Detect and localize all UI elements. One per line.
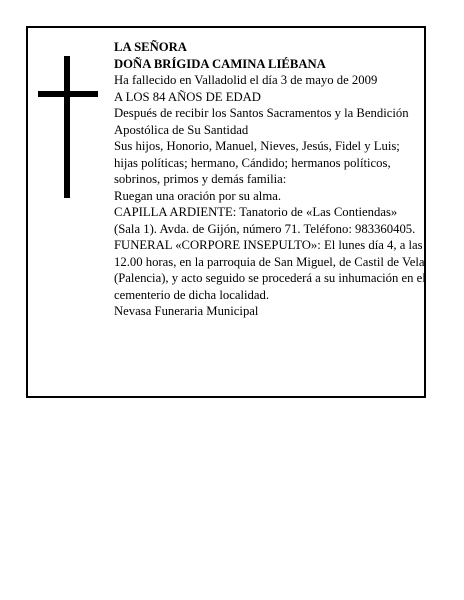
funeral-info: FUNERAL «CORPORE INSEPULTO»: El lunes día 4, a las 12.00 horas, en la parroquia de San Miguel, de Castil de Vela (Palencia), y acto seguido se procederá a su inhumación en el cementerio de dicha localidad.	[114, 238, 426, 302]
age-line: A LOS 84 AÑOS DE EDAD	[114, 89, 261, 104]
cross-icon	[38, 56, 98, 198]
obituary-notice	[26, 26, 426, 398]
family-line: Sus hijos, Honorio, Manuel, Nieves, Jesús, Fidel y Luis; hijas políticas; hermano, Cándido; hermanos políticos, sobrinos, primos y demás familia:	[114, 139, 400, 186]
chapel-info: CAPILLA ARDIENTE: Tanatorio de «Las Contiendas» (Sala 1). Avda. de Gijón, número 71. Teléfono: 983360405.	[114, 205, 416, 236]
sacraments-line: Después de recibir los Santos Sacramentos y la Bendición Apostólica de Su Santidad	[114, 106, 409, 137]
prayer-line: Ruegan una oración por su alma.	[114, 188, 282, 203]
death-info: Ha fallecido en Valladolid el día 3 de mayo de 2009	[114, 73, 378, 87]
cross-horizontal-bar	[38, 91, 98, 97]
heading-title: LA SEÑORA	[114, 40, 187, 54]
funeral-home: Nevasa Funeraria Municipal	[114, 304, 259, 318]
deceased-name: DOÑA BRÍGIDA CAMINA LIÉBANA	[114, 56, 326, 71]
notice-text-block	[114, 39, 426, 320]
cross-vertical-bar	[64, 56, 70, 198]
